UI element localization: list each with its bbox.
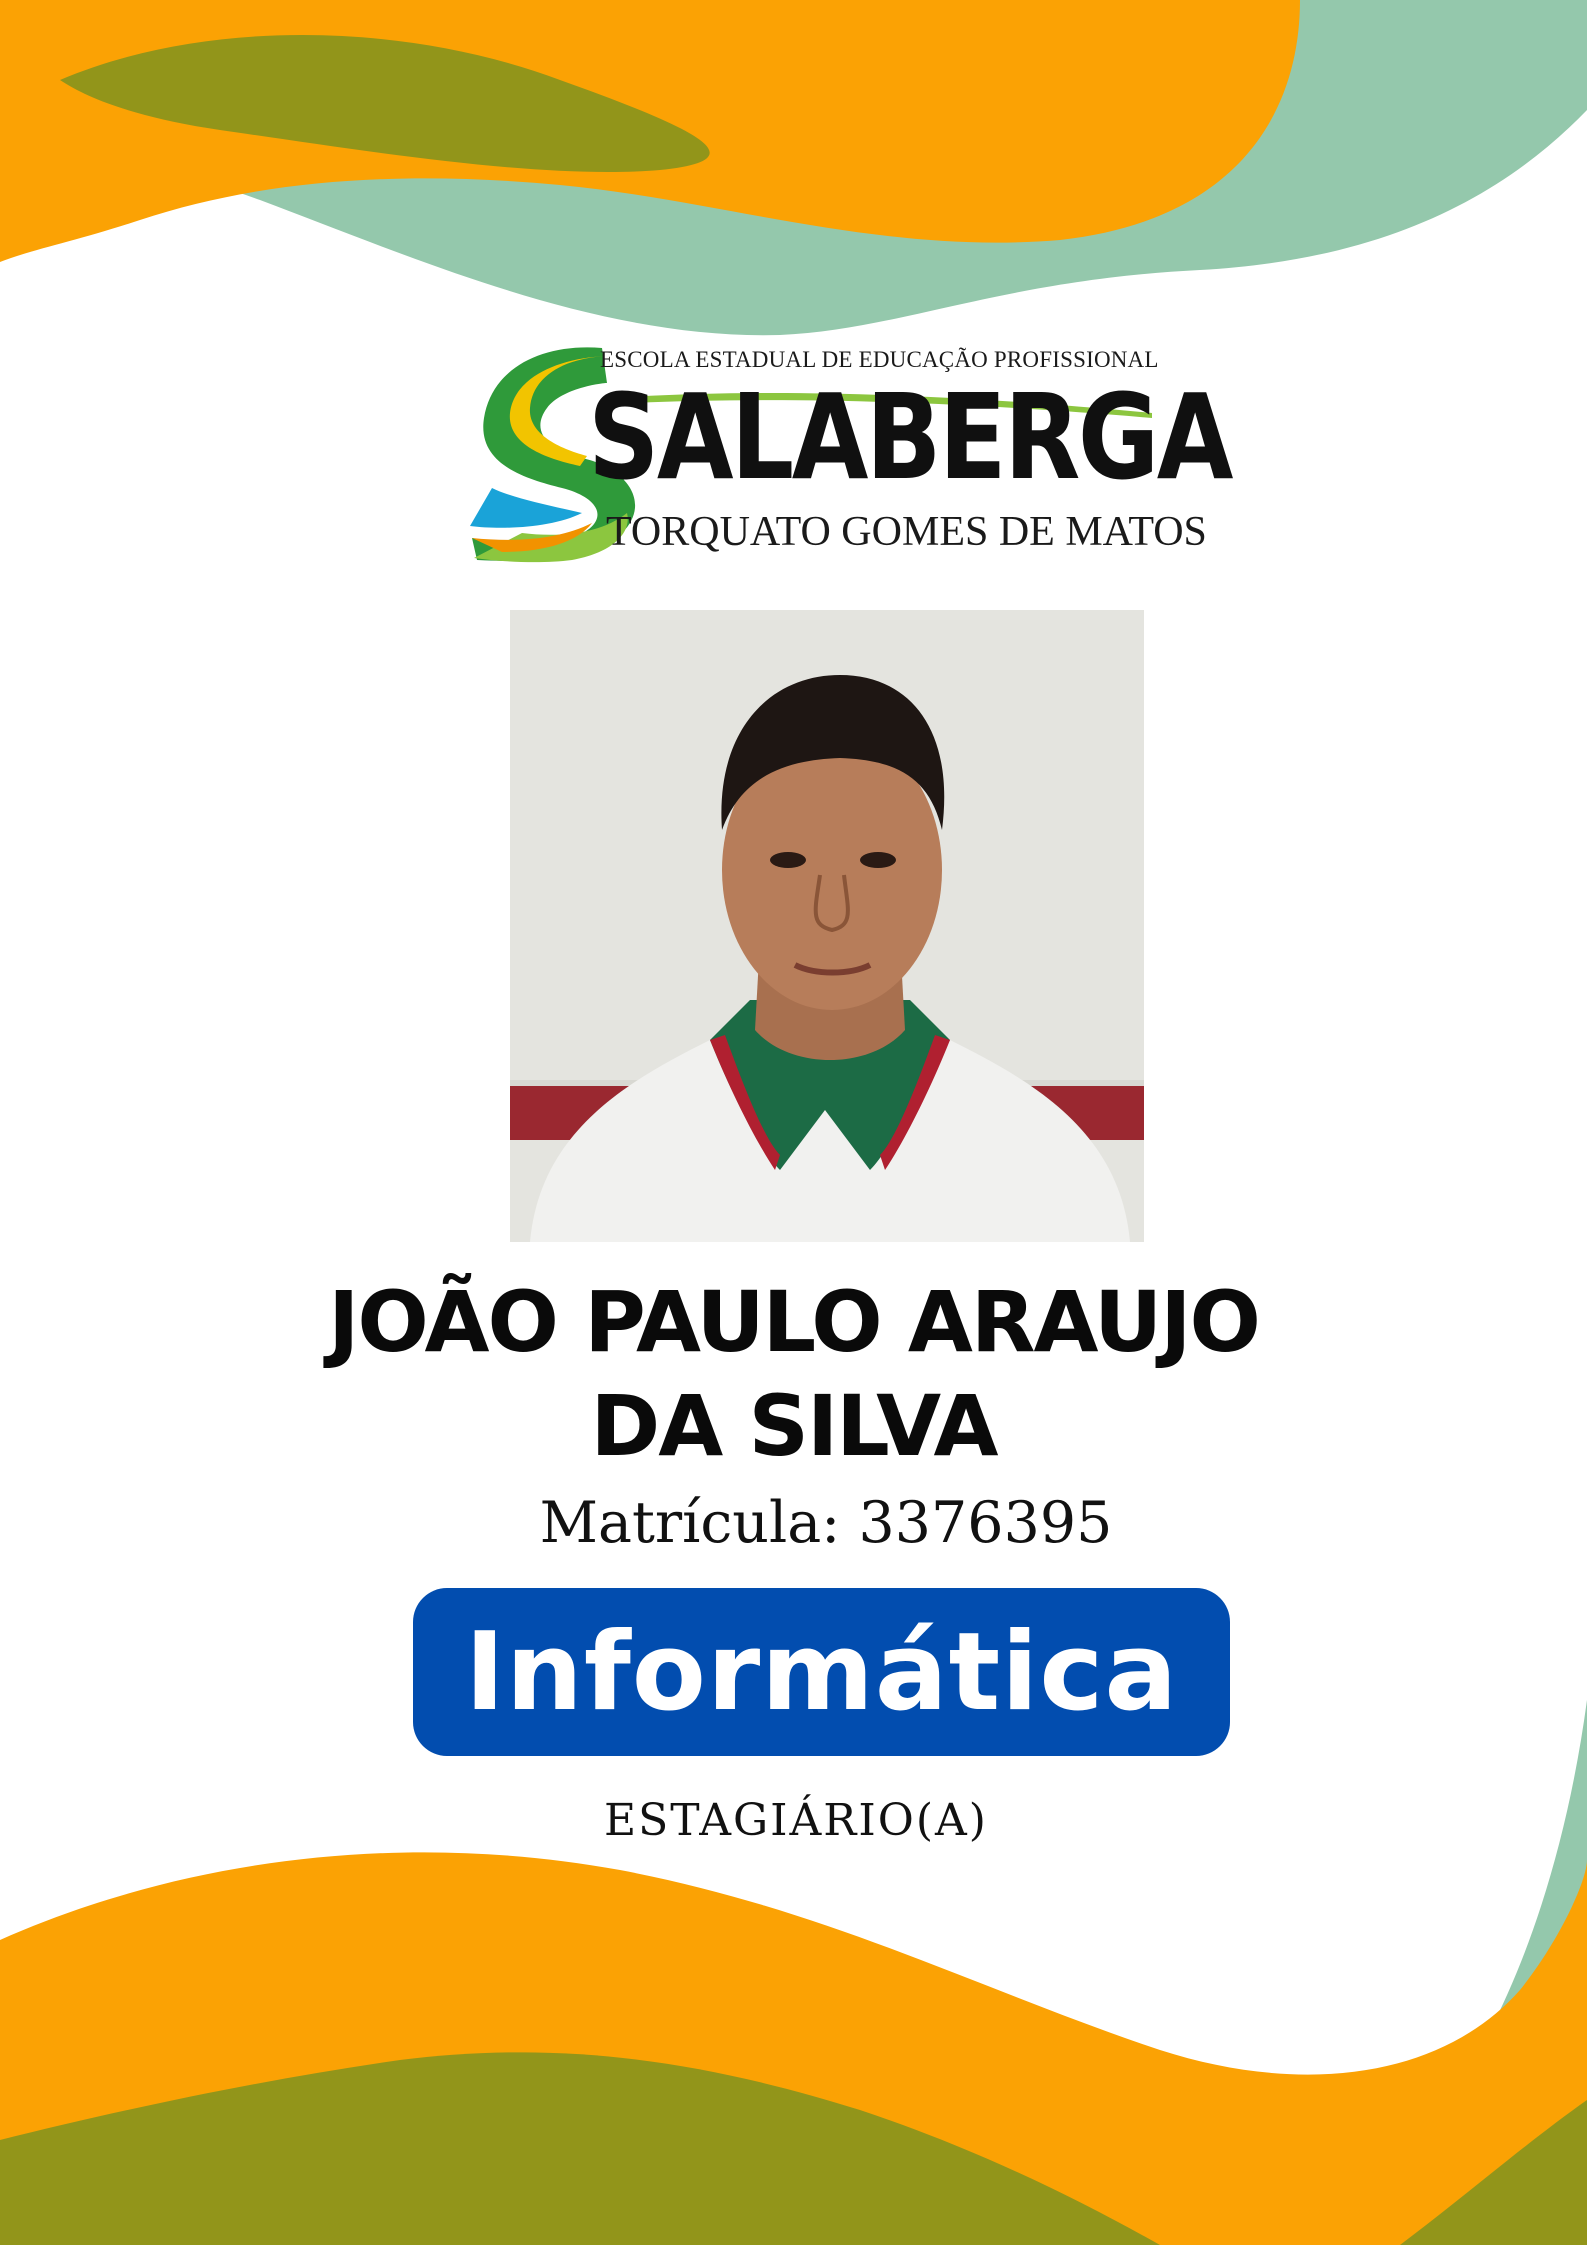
course-badge <box>413 1588 1230 1756</box>
school-top-line: ESCOLA ESTADUAL DE EDUCAÇÃO PROFISSIONAL <box>600 347 1159 372</box>
course-label: Informática <box>464 1609 1179 1735</box>
matricula-label: Matrícula: <box>539 1490 841 1556</box>
student-name-line2: DA SILVA <box>590 1377 997 1475</box>
student-name <box>200 1270 1387 1478</box>
school-name: SALABERGA <box>588 368 1231 506</box>
student-photo <box>510 610 1144 1242</box>
matricula <box>300 1490 1352 1556</box>
student-name-line1: JOÃO PAULO ARAUJO <box>328 1273 1259 1371</box>
matricula-value: 3376395 <box>858 1490 1113 1556</box>
role-label: ESTAGIÁRIO(A) <box>604 1795 988 1846</box>
school-bottom-line: TORQUATO GOMES DE MATOS <box>606 509 1207 555</box>
